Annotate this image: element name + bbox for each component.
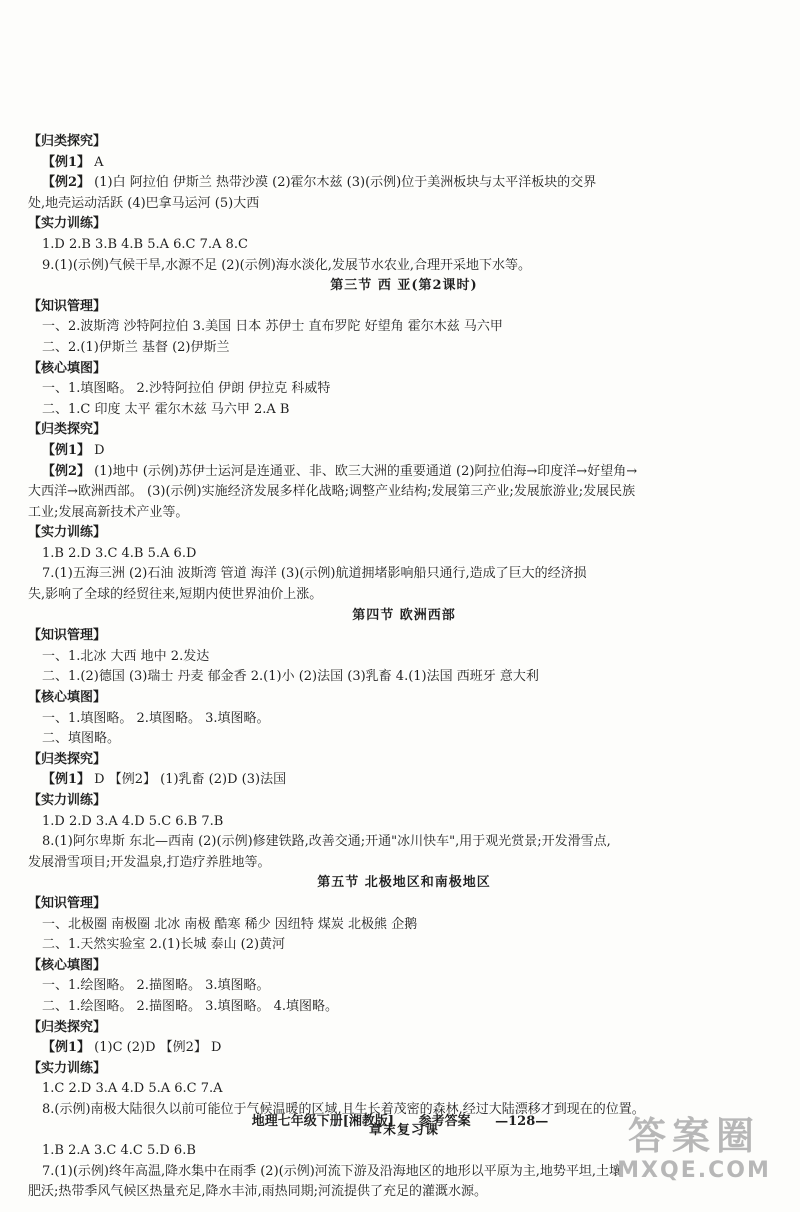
example-label: 【例1】 — [42, 772, 91, 788]
line-text: 章末复习课 — [368, 1122, 439, 1138]
line-text: D 【例2】 (1)乳畜 (2)D (3)法国 — [90, 772, 287, 788]
section-heading — [28, 1059, 780, 1080]
section-heading — [28, 791, 780, 812]
answer-line — [28, 462, 780, 483]
answer-line — [28, 585, 780, 606]
line-text: 一、2.波斯湾 沙特阿拉伯 3.美国 日本 苏伊士 直布罗陀 好望角 霍尔木兹 马六甲 — [42, 319, 503, 335]
line-text: 肥沃;热带季风气候区热量充足,降水丰沛,雨热同期;河流提供了充足的灌溉水源。 — [28, 1184, 488, 1200]
section-heading — [28, 359, 780, 380]
answer-line — [28, 1038, 780, 1059]
line-text: 二、1.(2)德国 (3)瑞士 丹麦 郁金香 2.(1)小 (2)法国 (3)乳畜 4.(1)法国 西班牙 意大利 — [42, 669, 539, 685]
answer-line — [28, 235, 780, 256]
line-text: 9.(1)(示例)气候干旱,水源不足 (2)(示例)海水淡化,发展节水农业,合理开采地下水等。 — [42, 257, 532, 273]
line-text: 二、1.绘图略。 2.描图略。 3.填图略。 4.填图略。 — [42, 998, 339, 1014]
line-text: 一、1.绘图略。 2.描图略。 3.填图略。 — [42, 978, 270, 994]
line-text: 1.D 2.D 3.A 4.D 5.C 6.B 7.B — [42, 813, 224, 829]
line-text: 二、1.C 印度 太平 霍尔木兹 马六甲 2.A B — [42, 401, 290, 417]
line-text: 一、北极圈 南极圈 北冰 南极 酷寒 稀少 因纽特 煤炭 北极熊 企鹅 — [42, 916, 418, 932]
line-text: 7.(1)(示例)终年高温,降水集中在雨季 (2)(示例)河流下游及沿海地区的地形以平原为主,地势平坦,土壤 — [42, 1163, 623, 1179]
answer-line — [28, 194, 780, 215]
site-watermark — [604, 1114, 784, 1194]
section-heading — [28, 132, 780, 153]
watermark-url: MXQE.COM — [617, 1158, 771, 1183]
line-text: 8.(示例)南极大陆很久以前可能位于气候温暖的区域,且生长着茂密的森林,经过大陆漂移才到现在的位置。 — [42, 1101, 645, 1117]
line-text: 【归类探究】 — [28, 751, 107, 767]
section-heading — [28, 894, 780, 915]
line-text: 【核心填图】 — [28, 957, 107, 973]
line-text: 大西洋→欧洲西部。 (3)(示例)实施经济发展多样化战略;调整产业结构;发展第三产业;发展旅游业;发展民族 — [28, 484, 636, 500]
line-text: 【实力训练】 — [28, 1060, 107, 1076]
line-text: (1)地中 (示例)苏伊士运河是连通亚、非、欧三大洲的重要通道 (2)阿拉伯海→印度洋→好望角→ — [90, 463, 638, 479]
line-text: 【实力训练】 — [28, 216, 107, 232]
example-label: 【例2】 — [42, 175, 91, 191]
answer-content — [28, 132, 780, 1203]
line-text: 【核心填图】 — [28, 690, 107, 706]
line-text: D — [90, 442, 105, 458]
section-heading — [28, 523, 780, 544]
answer-line — [28, 832, 780, 853]
example-label: 【例1】 — [42, 442, 91, 458]
line-text: 1.D 2.B 3.B 4.B 5.A 6.C 7.A 8.C — [42, 236, 248, 252]
answer-line — [28, 667, 780, 688]
line-text: 1.B 2.A 3.C 4.C 5.D 6.B — [42, 1143, 196, 1159]
answer-line — [28, 317, 780, 338]
line-text: 工业;发展高新技术产业等。 — [28, 504, 189, 520]
line-text: 二、填图略。 — [42, 731, 121, 747]
chapter-title — [28, 873, 780, 894]
line-text: 【知识管理】 — [28, 895, 107, 911]
answer-line — [28, 976, 780, 997]
answer-line — [28, 173, 780, 194]
line-text: 一、1.填图略。 2.填图略。 3.填图略。 — [42, 710, 270, 726]
watermark-logo-text: 答案圈 — [627, 1114, 760, 1158]
line-text: 7.(1)五海三洲 (2)石油 波斯湾 管道 海洋 (3)(示例)航道拥堵影响船只通行,造成了巨大的经济损 — [42, 566, 587, 582]
example-label: 【例2】 — [42, 463, 91, 479]
line-text: (1)白 阿拉伯 伊斯兰 热带沙漠 (2)霍尔木兹 (3)(示例)位于美洲板块与太平洋板块的交界 — [90, 175, 597, 191]
line-text: 【归类探究】 — [28, 1019, 107, 1035]
answer-line — [28, 256, 780, 277]
section-heading — [28, 626, 780, 647]
line-text: 【归类探究】 — [28, 134, 107, 149]
answer-line — [28, 441, 780, 462]
line-text: 8.(1)阿尔卑斯 东北—西南 (2)(示例)修建铁路,改善交通;开通"冰川快车",用于观光赏景;开发滑雪点, — [42, 834, 611, 850]
line-text: 第五节 北极地区和南极地区 — [317, 875, 491, 891]
line-text: 1.B 2.D 3.C 4.B 5.A 6.D — [42, 545, 197, 561]
footer-page-number: —128— — [495, 1114, 549, 1129]
answer-line — [28, 153, 780, 174]
line-text: 一、1.填图略。 2.沙特阿拉伯 伊朗 伊拉克 科威特 — [42, 381, 331, 397]
answer-line — [28, 709, 780, 730]
line-text: 【归类探究】 — [28, 422, 107, 438]
answer-line — [28, 935, 780, 956]
answer-line — [28, 544, 780, 565]
chapter-title — [28, 606, 780, 627]
line-text: 【知识管理】 — [28, 628, 107, 644]
chapter-title — [28, 276, 780, 297]
section-heading — [28, 750, 780, 771]
line-text: 第四节 欧洲西部 — [352, 607, 456, 623]
line-text: 失,影响了全球的经贸往来,短期内使世界油价上涨。 — [28, 587, 323, 603]
line-text: 1.C 2.D 3.A 4.D 5.A 6.C 7.A — [42, 1081, 223, 1097]
section-heading — [28, 297, 780, 318]
example-label: 【例1】 — [42, 1040, 91, 1056]
footer-section: 参考答案 — [418, 1114, 471, 1129]
line-text: A — [90, 154, 104, 170]
example-label: 【例1】 — [42, 154, 91, 170]
answer-line — [28, 812, 780, 833]
answer-line — [28, 647, 780, 668]
answer-line — [28, 400, 780, 421]
answer-line — [28, 1079, 780, 1100]
line-text: 发展滑雪项目;开发温泉,打造疗养胜地等。 — [28, 854, 271, 870]
line-text: 一、1.北冰 大西 地中 2.发达 — [42, 648, 210, 664]
line-text: 第三节 西 亚(第2课时) — [330, 278, 478, 294]
answer-line — [28, 503, 780, 524]
line-text: 【知识管理】 — [28, 298, 107, 314]
line-text: 二、2.(1)伊斯兰 基督 (2)伊斯兰 — [42, 339, 230, 355]
section-heading — [28, 688, 780, 709]
answer-line — [28, 729, 780, 750]
answer-line — [28, 997, 780, 1018]
line-text: 【核心填图】 — [28, 360, 107, 376]
footer-book-title: 地理七年级下册[湘教版] — [251, 1114, 395, 1129]
section-heading — [28, 420, 780, 441]
line-text: 二、1.天然实验室 2.(1)长城 泰山 (2)黄河 — [42, 937, 286, 953]
answer-line — [28, 338, 780, 359]
line-text: 【实力训练】 — [28, 525, 107, 541]
answer-line — [28, 853, 780, 874]
answer-line — [28, 915, 780, 936]
section-heading — [28, 1018, 780, 1039]
section-heading — [28, 214, 780, 235]
answer-line — [28, 564, 780, 585]
answer-line — [28, 770, 780, 791]
answer-line — [28, 379, 780, 400]
answer-line — [28, 482, 780, 503]
section-heading — [28, 956, 780, 977]
line-text: (1)C (2)D 【例2】 D — [90, 1040, 222, 1056]
line-text: 处,地壳运动活跃 (4)巴拿马运河 (5)大西 — [28, 195, 260, 211]
line-text: 【实力训练】 — [28, 793, 107, 808]
